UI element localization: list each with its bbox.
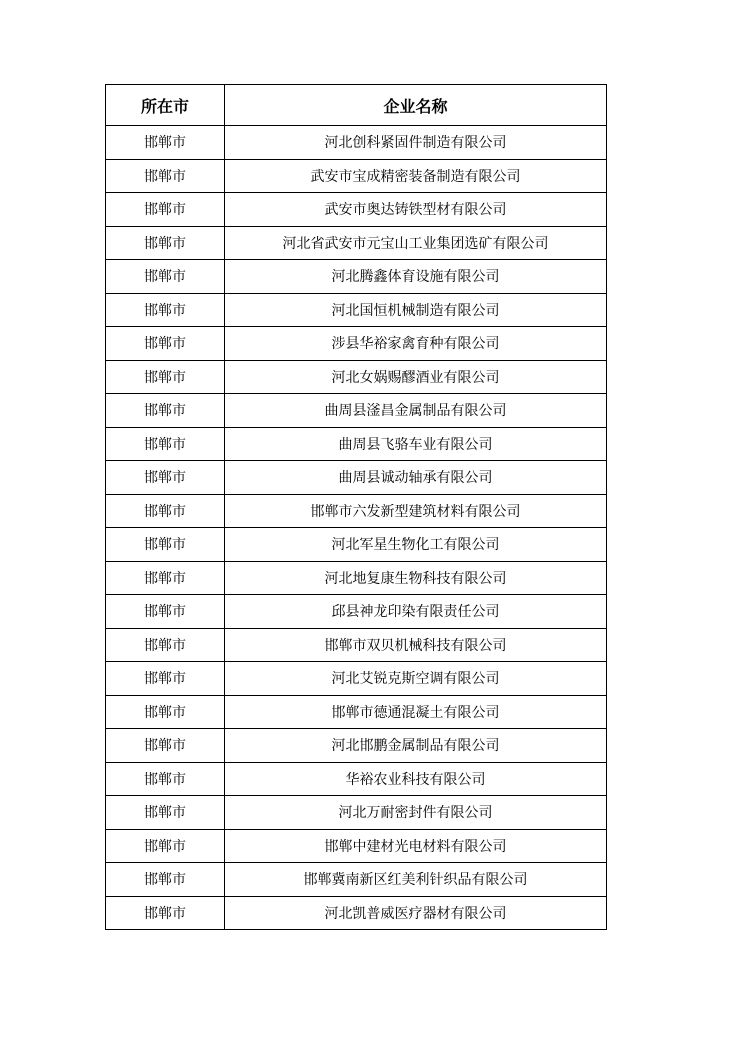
table-row — [106, 260, 607, 294]
cell-company: 河北艾锐克斯空调有限公司 — [225, 662, 607, 696]
cell-city: 邯郸市 — [106, 762, 225, 796]
table-row — [106, 628, 607, 662]
company-table — [105, 84, 607, 930]
cell-city: 邯郸市 — [106, 796, 225, 830]
cell-company: 河北国恒机械制造有限公司 — [225, 293, 607, 327]
table-header — [106, 85, 607, 126]
table-row — [106, 360, 607, 394]
cell-city: 邯郸市 — [106, 662, 225, 696]
cell-company: 曲周县诚动轴承有限公司 — [225, 461, 607, 495]
cell-city: 邯郸市 — [106, 427, 225, 461]
header-row — [106, 85, 607, 126]
cell-city: 邯郸市 — [106, 360, 225, 394]
table-row — [106, 394, 607, 428]
cell-city: 邯郸市 — [106, 494, 225, 528]
cell-company: 河北万耐密封件有限公司 — [225, 796, 607, 830]
cell-city: 邯郸市 — [106, 226, 225, 260]
cell-company: 河北腾鑫体育设施有限公司 — [225, 260, 607, 294]
table-row — [106, 528, 607, 562]
table-row — [106, 729, 607, 763]
cell-company: 邯郸中建材光电材料有限公司 — [225, 829, 607, 863]
cell-company: 河北女娲赐醪酒业有限公司 — [225, 360, 607, 394]
cell-company: 华裕农业科技有限公司 — [225, 762, 607, 796]
table-row — [106, 159, 607, 193]
cell-city: 邯郸市 — [106, 595, 225, 629]
table-row — [106, 461, 607, 495]
cell-city: 邯郸市 — [106, 193, 225, 227]
cell-city: 邯郸市 — [106, 528, 225, 562]
cell-city: 邯郸市 — [106, 896, 225, 930]
table-row — [106, 561, 607, 595]
table-row — [106, 762, 607, 796]
cell-company: 河北军星生物化工有限公司 — [225, 528, 607, 562]
table-body — [106, 126, 607, 930]
table-row — [106, 193, 607, 227]
table-row — [106, 662, 607, 696]
table-row — [106, 327, 607, 361]
cell-city: 邯郸市 — [106, 126, 225, 160]
cell-company: 河北创科紧固件制造有限公司 — [225, 126, 607, 160]
cell-company: 邱县神龙印染有限责任公司 — [225, 595, 607, 629]
table-row — [106, 829, 607, 863]
cell-city: 邯郸市 — [106, 327, 225, 361]
table-row — [106, 494, 607, 528]
cell-city: 邯郸市 — [106, 293, 225, 327]
cell-city: 邯郸市 — [106, 829, 225, 863]
cell-company: 邯郸市六发新型建筑材料有限公司 — [225, 494, 607, 528]
cell-city: 邯郸市 — [106, 695, 225, 729]
table-row — [106, 226, 607, 260]
cell-city: 邯郸市 — [106, 863, 225, 897]
cell-city: 邯郸市 — [106, 729, 225, 763]
cell-company: 曲周县滏昌金属制品有限公司 — [225, 394, 607, 428]
cell-city: 邯郸市 — [106, 159, 225, 193]
table-row — [106, 126, 607, 160]
cell-company: 河北凯普威医疗器材有限公司 — [225, 896, 607, 930]
table-row — [106, 896, 607, 930]
header-city: 所在市 — [106, 85, 225, 126]
cell-company: 涉县华裕家禽育种有限公司 — [225, 327, 607, 361]
header-company: 企业名称 — [225, 85, 607, 126]
cell-company: 曲周县飞骆车业有限公司 — [225, 427, 607, 461]
cell-company: 武安市奥达铸铁型材有限公司 — [225, 193, 607, 227]
cell-city: 邯郸市 — [106, 394, 225, 428]
cell-company: 河北地复康生物科技有限公司 — [225, 561, 607, 595]
document-page — [105, 84, 606, 930]
cell-city: 邯郸市 — [106, 628, 225, 662]
table-row — [106, 293, 607, 327]
table-row — [106, 863, 607, 897]
cell-city: 邯郸市 — [106, 260, 225, 294]
cell-city: 邯郸市 — [106, 461, 225, 495]
cell-city: 邯郸市 — [106, 561, 225, 595]
cell-company: 邯郸市双贝机械科技有限公司 — [225, 628, 607, 662]
cell-company: 河北省武安市元宝山工业集团选矿有限公司 — [225, 226, 607, 260]
cell-company: 邯郸冀南新区红美利针织品有限公司 — [225, 863, 607, 897]
cell-company: 邯郸市德通混凝土有限公司 — [225, 695, 607, 729]
cell-company: 河北邯鹏金属制品有限公司 — [225, 729, 607, 763]
cell-company: 武安市宝成精密装备制造有限公司 — [225, 159, 607, 193]
table-row — [106, 427, 607, 461]
table-row — [106, 695, 607, 729]
table-row — [106, 796, 607, 830]
table-row — [106, 595, 607, 629]
